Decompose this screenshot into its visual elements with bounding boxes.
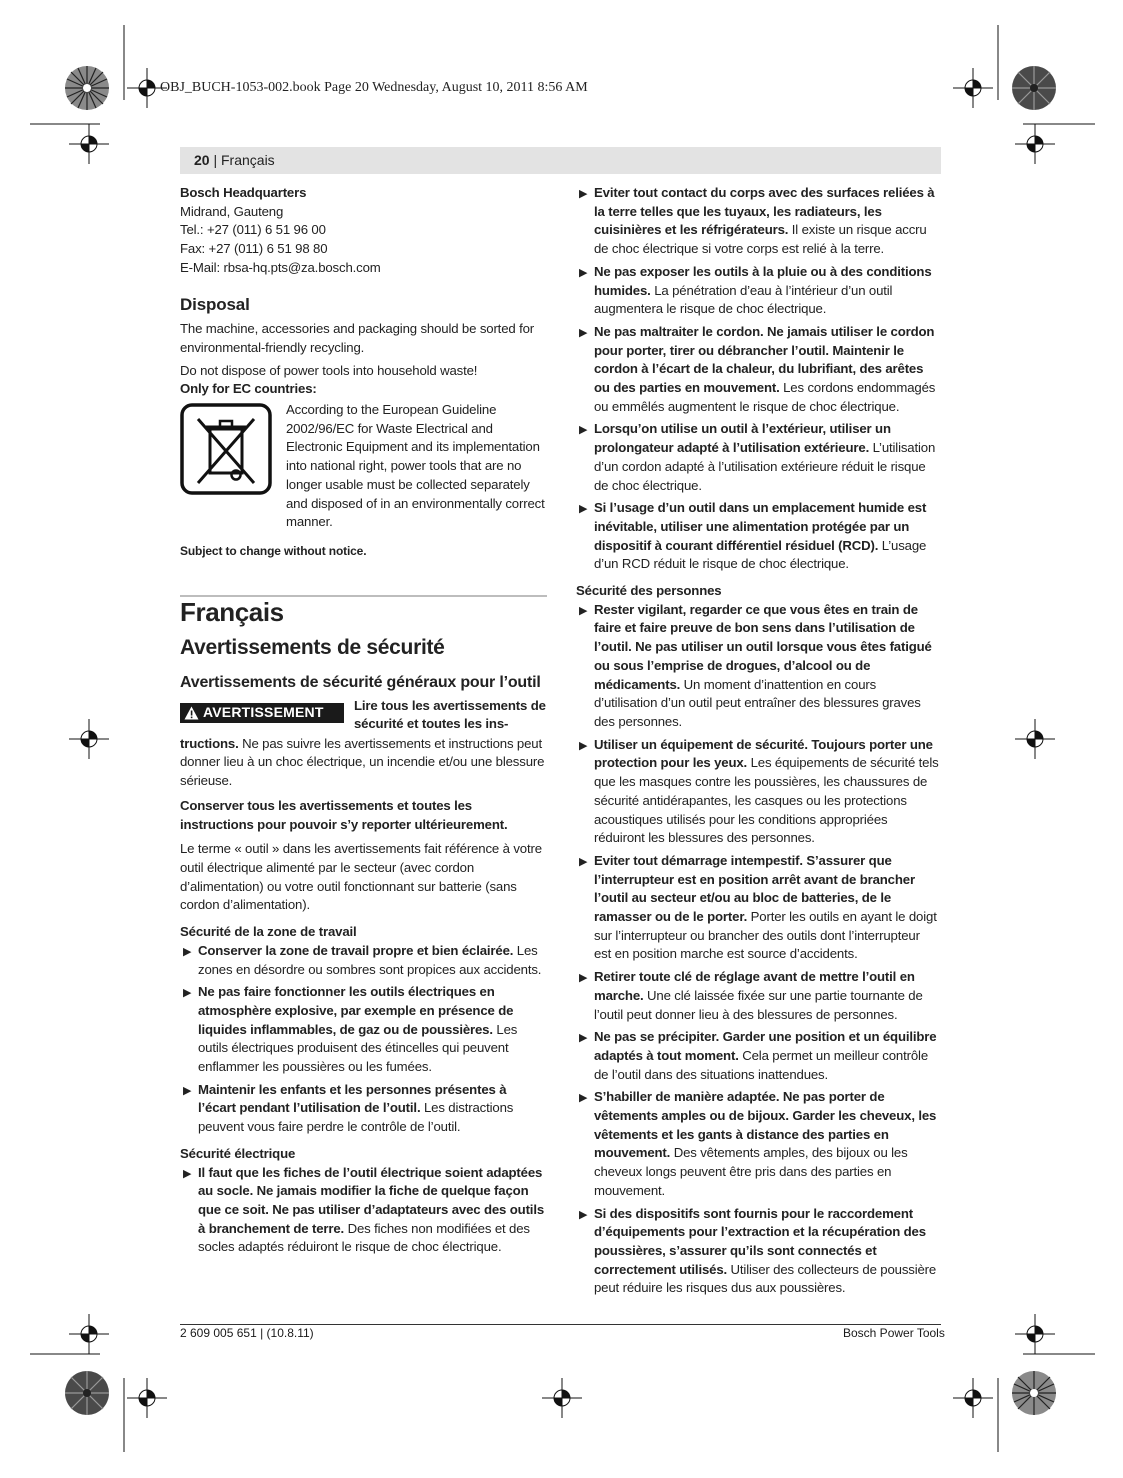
elec-list-left <box>180 1164 547 1258</box>
hq-line: Fax: +27 (011) 6 51 98 80 <box>180 241 328 257</box>
elec-list-right <box>576 184 940 574</box>
starburst-mark-bottom-right <box>1010 1369 1058 1417</box>
list-item: ▶ Maintenir les enfants et les personnes présentes à l’écart pendant l’utilisation de l’outil. Les distractions peuvent vous faire perdre le contrôle de l’outil. <box>183 1081 514 1135</box>
starburst-mark-bottom-left <box>63 1369 111 1417</box>
warning-row <box>180 697 547 735</box>
list-item: ▶ Ne pas faire fonctionner les outils électriques en atmosphère explosive, par exemple en présence de liquides inflammables, de gaz ou de poussières. Les outils électriques produisent des étincelles qui peuvent enflammer les poussières ou les fumées. <box>183 984 518 1075</box>
crossed-bin-icon <box>180 403 272 495</box>
page-number: 20 <box>194 152 210 168</box>
list-item: ▶ Retirer toute clé de réglage avant de mettre l’outil en marche. Une clé laissée fixée sur une partie tournante de l’outil peut donner lieu à des blessures de personnes. <box>579 969 923 1022</box>
right-column <box>576 184 940 1302</box>
conserver-instructions: Conserver tous les avertissements et toutes les instructions pour pouvoir s’y reporter ultérieurement. <box>180 797 508 832</box>
safety-warnings-title: Avertissements de sécurité <box>180 636 445 660</box>
warning-badge <box>180 703 344 723</box>
hq-line: Tel.: +27 (011) 6 51 96 00 <box>180 222 326 238</box>
terme-paragraph: Le terme « outil » dans les avertissements fait référence à votre outil électrique alimenté par le secteur (avec cordon d’alimentation) ou votre outil fonctionnant sur batterie (sans cordon d’alimentation). <box>180 841 542 913</box>
crosshair-mark-top-right <box>953 68 993 108</box>
hq-line: Midrand, Gauteng <box>180 203 284 219</box>
general-warnings-title: Avertissements de sécurité généraux pour l’outil <box>180 674 541 692</box>
warning-triangle-icon <box>184 706 199 720</box>
header-bar <box>180 147 941 174</box>
elec-title: Sécurité électrique <box>180 1145 296 1161</box>
list-item: ▶ Si des dispositifs sont fournis pour le raccordement d’équipements pour l’extraction et la récupération des poussières, s’assurer qu’ils sont connectés et correctement utilisés. Utiliser des collecteurs de poussière peut réduire les risques dus aux poussières. <box>579 1205 937 1296</box>
header-language: Français <box>221 152 275 168</box>
page-header: 20 | Français <box>194 152 275 168</box>
warning-lead-text: Lire tous les avertissements de sécurité et toutes les ins- <box>354 697 546 732</box>
footer-rule <box>180 1324 941 1325</box>
disposal-heading: Disposal <box>180 294 250 314</box>
ec-block <box>180 401 547 532</box>
warning-paragraph: tructions. Ne pas suivre les avertissements et instructions peut donner lieu à un choc électrique, un incendie et/ou une blessure sérieuse. <box>180 735 545 789</box>
list-item: ▶ Ne pas exposer les outils à la pluie ou à des conditions humides. La pénétration d’eau à l’intérieur d’un outil augmentera le risque de choc électrique. <box>579 263 932 317</box>
zone-title: Sécurité de la zone de travail <box>180 924 357 940</box>
ec-title: Only for EC countries: <box>180 381 317 397</box>
language-title: Français <box>180 596 284 627</box>
list-item: ▶ Utiliser un équipement de sécurité. Toujours porter une protection pour les yeux. Les équipements de sécurité tels que les masques contre les poussières, les chaussures de sécurité antidérapantes, les casques ou les protections acoustiques utilisés pour les conditions appropriées réduiront les blessures des personnes. <box>579 736 939 846</box>
list-item: ▶ Si l’usage d’un outil dans un emplacement humide est inévitable, utiliser une alimentation protégée par un dispositif à courant différentiel résiduel (RCD). L’usage d’un RCD réduit le risque de choc électrique. <box>579 500 927 572</box>
list-item: ▶ Lorsqu’on utilise un outil à l’extérieur, utiliser un prolongateur adapté à l’utilisation extérieure. L’utilisation d’un cordon adapté à l’utilisation extérieure réduit le risque de choc électrique. <box>579 421 936 493</box>
disposal-paragraph: The machine, accessories and packaging should be sorted for environmental-friendly recycling. <box>180 321 535 355</box>
list-item: ▶ Conserver la zone de travail propre et bien éclairée. Les zones en désordre ou sombres sont propices aux accidents. <box>183 942 542 977</box>
list-item: ▶ Ne pas se précipiter. Garder une position et un équilibre adaptés à tout moment. Cela permet un meilleur contrôle de l’outil dans des situations inattendues. <box>579 1029 937 1082</box>
warning-badge-label: AVERTISSEMENT <box>203 704 324 721</box>
personal-safety-title: Sécurité des personnes <box>576 583 722 599</box>
crosshair-mark-bottom-right <box>953 1378 993 1418</box>
left-column <box>180 184 547 1261</box>
zone-list <box>180 942 547 1137</box>
print-slug: OBJ_BUCH-1053-002.book Page 20 Wednesday, August 10, 2011 8:56 AM <box>160 80 588 95</box>
footer-brand: Bosch Power Tools <box>843 1326 945 1340</box>
starburst-mark-top-left <box>63 64 111 112</box>
ec-text: According to the European Guideline 2002/96/EC for Waste Electrical and Electronic Equipment and its implementation into national right, power tools that are no longer usable must be collected separately and disposed of in an environmentally correct manner. <box>286 402 545 530</box>
list-item: ▶ Eviter tout contact du corps avec des surfaces reliées à la terre telles que les tuyaux, les radiateurs, les cuisinières et les réfrigérateurs. Il existe un risque accru de choc électrique si votre corps est relié à la terre. <box>579 185 935 257</box>
crosshair-mark-left-middle <box>69 719 109 759</box>
list-item: ▶ Rester vigilant, regarder ce que vous êtes en train de faire et faire preuve de bon sens dans l’utilisation de l’outil. Ne pas utiliser un outil lorsque vous êtes fatigué ou sous l’emprise de drogues, d’alcool ou de médicaments. Un moment d’inattention en cours d’utilisation d’un outil peut entraîner des blessures graves des personnes. <box>579 601 932 729</box>
crosshair-mark-bottom-left <box>127 1378 167 1418</box>
crosshair-mark-bottom-center <box>542 1378 582 1418</box>
crosshair-mark-right-upper <box>1015 124 1055 164</box>
list-item: ▶ Il faut que les fiches de l’outil électrique soient adaptées au socle. Ne jamais modifier la fiche de quelque façon que ce soit. Ne pas utiliser d’adaptateurs avec des outils à branchement de terre. Des fiches non modifiées et des socles adaptés réduiront le risque de choc électrique. <box>183 1164 545 1255</box>
list-item: ▶ Ne pas maltraiter le cordon. Ne jamais utiliser le cordon pour porter, tirer ou débrancher l’outil. Maintenir le cordon à l’écart de la chaleur, du lubrifiant, des arêtes ou des parties en mouvement. Les cordons endommagés ou emmêlés augmentent le risque de choc électrique. <box>579 323 936 414</box>
crosshair-mark-left-upper <box>69 124 109 164</box>
crosshair-mark-left-lower <box>69 1314 109 1354</box>
list-item: ▶ S’habiller de manière adaptée. Ne pas porter de vêtements amples ou de bijoux. Garder les cheveux, les vêtements et les gants à distance des parties en mouvement. Des vêtements amples, des bijoux ou les cheveux longs peuvent être pris dans des parties en mouvement. <box>579 1089 937 1198</box>
list-item: ▶ Eviter tout démarrage intempestif. S’assurer que l’interrupteur est en position arrêt avant de brancher l’outil au secteur et/ou au bloc de batteries, de le ramasser ou de le porter. Porter les outils en ayant le doigt sur l’interrupteur ou brancher des outils dont l’interrupteur est en position marche est source d’accidents. <box>579 852 937 962</box>
personal-safety-list <box>576 601 940 1298</box>
crosshair-mark-right-middle <box>1015 719 1055 759</box>
hq-line: E-Mail: rbsa-hq.pts@za.bosch.com <box>180 259 381 275</box>
hq-title: Bosch Headquarters <box>180 185 307 200</box>
footer-doc-number: 2 609 005 651 | (10.8.11) <box>180 1326 314 1340</box>
disposal-paragraph: Do not dispose of power tools into household waste! <box>180 362 478 378</box>
subject-notice: Subject to change without notice. <box>180 543 367 558</box>
crosshair-mark-right-lower <box>1015 1314 1055 1354</box>
starburst-mark-top-right <box>1010 64 1058 112</box>
